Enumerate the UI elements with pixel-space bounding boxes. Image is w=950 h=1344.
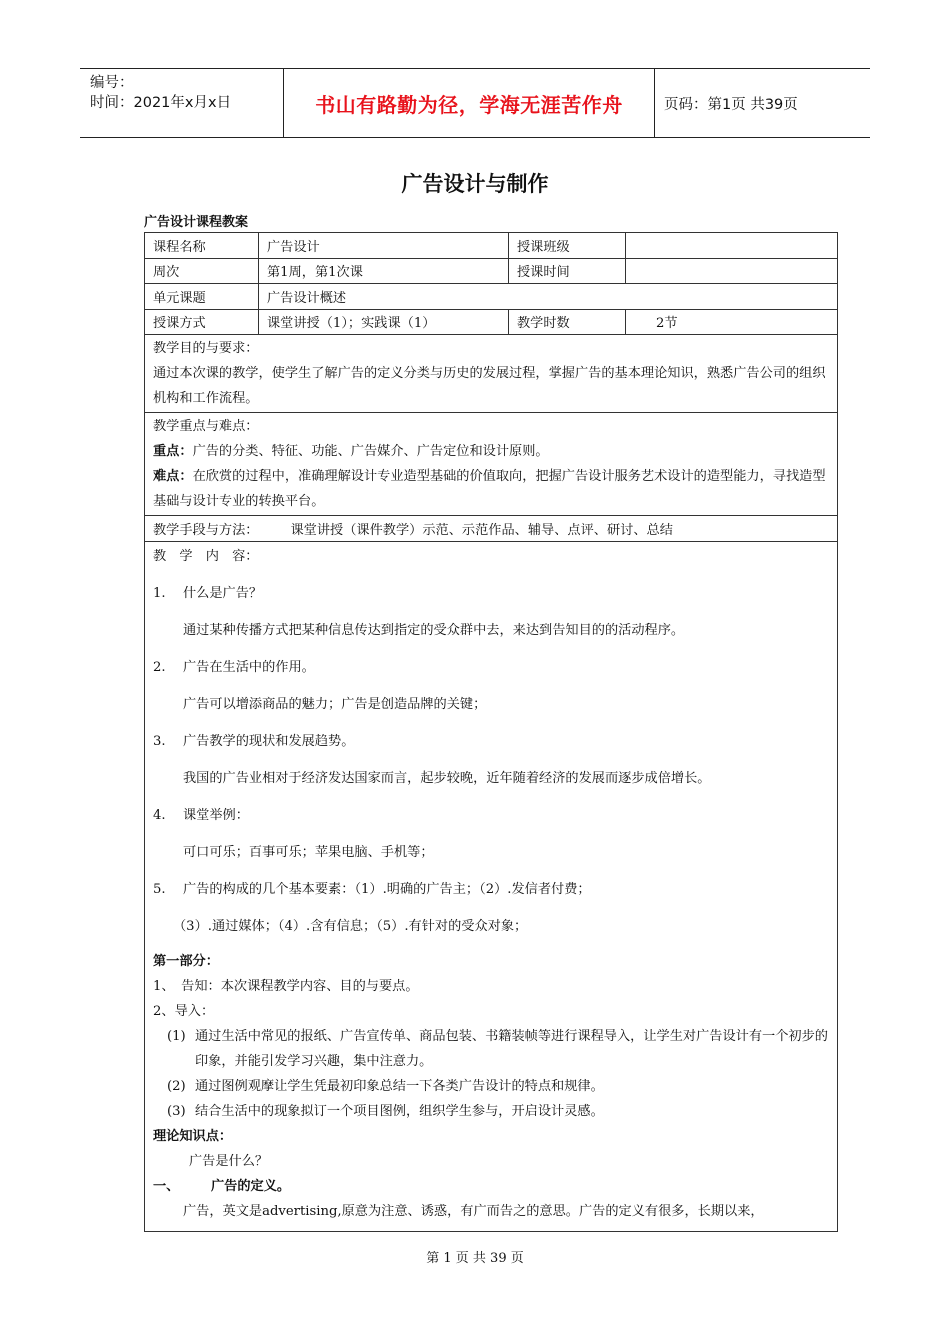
sub-item-number: (3) [167, 1103, 186, 1119]
list-item [153, 1099, 829, 1124]
difficulty-label: 难点： [153, 469, 193, 484]
table-row [145, 516, 838, 542]
list-item [153, 1074, 829, 1099]
list-item [153, 655, 829, 680]
header-number: 编号： [90, 75, 134, 91]
theory-question: 广告是什么？ [189, 1153, 269, 1169]
list-item [153, 803, 829, 828]
section-paragraph: 广告，英文是advertising,原意为注意、诱惑，有广而告之的意思。广告的定义有很多，长期以来， [183, 1203, 764, 1219]
theory-label: 理论知识点： [153, 1128, 233, 1144]
key-points-cell [145, 413, 838, 516]
course-name-label: 课程名称 [145, 233, 259, 259]
list-item [153, 729, 829, 754]
list-item [153, 877, 829, 902]
item-body: 通过某种传播方式把某种信息传达到指定的受众群中去，来达到告知目的的活动程序。 [183, 622, 685, 638]
section-title: 广告的定义。 [211, 1178, 291, 1194]
item-body: （3）.通过媒体；（4）.含有信息；（5）.有针对的受众对象； [173, 918, 528, 934]
teaching-content-cell [145, 541, 838, 1231]
header-page-number: 页码：第1页 共39页 [664, 96, 798, 113]
header-motto: 书山有路勤为径，学海无涯苦作舟 [283, 69, 655, 137]
hours-value: 2节 [626, 309, 838, 335]
item-number: 2. [153, 659, 166, 675]
header-info-cell [80, 69, 282, 137]
goal-label: 教学目的与要求： [153, 341, 259, 356]
item-number: 4. [153, 807, 166, 823]
key-point [153, 439, 829, 464]
document-subtitle: 广告设计课程教案 [144, 215, 249, 230]
item-body: 我国的广告业相对于经济发达国家而言，起步较晚，近年随着经济的发展而逐步成倍增长。 [183, 770, 711, 786]
goal-cell [145, 335, 838, 413]
lesson-plan-table [144, 232, 838, 1232]
item-title: 课堂举例： [183, 807, 249, 823]
step-two: 2、导入： [153, 1003, 215, 1019]
item-title: 广告教学的现状和发展趋势。 [183, 733, 355, 749]
header-time: 时间：2021年x月x日 [90, 95, 232, 111]
week-value: 第1周，第1次课 [259, 258, 509, 284]
sub-item-text: 通过生活中常见的报纸、广告宣传单、商品包装、书籍装帧等进行课程导入，让学生对广告设计有一个初步的印象，并能引发学习兴趣，集中注意力。 [195, 1028, 828, 1069]
document-title: 广告设计与制作 [401, 172, 549, 196]
method-label: 教学手段与方法： [153, 522, 259, 538]
unit-value: 广告设计概述 [259, 284, 838, 310]
page-header [80, 68, 870, 138]
table-row [145, 335, 838, 413]
key-point-text: 广告的分类、特征、功能、广告媒介、广告定位和设计原则。 [192, 444, 549, 459]
sub-item-text: 结合生活中的现象拟订一个项目图例，组织学生参与，开启设计灵感。 [195, 1103, 604, 1119]
time-label: 授课时间 [509, 258, 626, 284]
item-number: 5. [153, 881, 166, 897]
unit-label: 单元课题 [145, 284, 259, 310]
table-row [145, 309, 838, 335]
class-value [626, 233, 838, 259]
goal-text: 通过本次课的教学，使学生了解广告的定义分类与历史的发展过程，掌握广告的基本理论知识，熟悉广告公司的组织机构和工作流程。 [153, 366, 826, 406]
table-row [145, 258, 838, 284]
mode-label: 授课方式 [145, 309, 259, 335]
table-row [145, 233, 838, 259]
difficulty [153, 464, 829, 514]
step-one: 1、 告知：本次课程教学内容、目的与要点。 [153, 978, 419, 994]
hours-label: 教学时数 [509, 309, 626, 335]
table-row [145, 541, 838, 1231]
part-one-label: 第一部分： [153, 953, 219, 969]
item-number: 3. [153, 733, 166, 749]
course-name-value: 广告设计 [259, 233, 509, 259]
item-title: 什么是广告？ [183, 585, 263, 601]
sub-item-number: (2) [167, 1078, 186, 1094]
item-body: 广告可以增添商品的魅力；广告是创造品牌的关键； [183, 696, 487, 712]
method-text: 课堂讲授（课件教学）示范、示范作品、辅导、点评、研讨、总结 [290, 522, 673, 538]
class-label: 授课班级 [509, 233, 626, 259]
week-label: 周次 [145, 258, 259, 284]
item-body: 可口可乐；百事可乐；苹果电脑、手机等； [183, 844, 434, 860]
page-footer: 第 1 页 共 39 页 [426, 1251, 524, 1266]
time-value [626, 258, 838, 284]
list-item [153, 581, 829, 606]
item-title: 广告的构成的几个基本要素：（1）.明确的广告主；（2）.发信者付费； [183, 881, 591, 897]
item-number: 1. [153, 585, 166, 601]
section-number: 一、 [153, 1178, 180, 1194]
table-row [145, 413, 838, 516]
difficulty-text: 在欣赏的过程中，准确理解设计专业造型基础的价值取向，把握广告设计服务艺术设计的造型能力，寻找造型基础与设计专业的转换平台。 [153, 469, 826, 509]
section-heading [153, 1174, 829, 1199]
sub-item-text: 通过图例观摩让学生凭最初印象总结一下各类广告设计的特点和规律。 [195, 1078, 604, 1094]
item-title: 广告在生活中的作用。 [183, 659, 315, 675]
sub-item-number: (1) [167, 1028, 186, 1044]
method-cell [145, 516, 838, 542]
content-heading: 教 学 内 容： [153, 548, 259, 564]
mode-value: 课堂讲授（1）；实践课（1） [259, 309, 509, 335]
key-label: 教学重点与难点： [153, 419, 259, 434]
key-point-label: 重点： [153, 444, 193, 459]
list-item [153, 1024, 829, 1074]
table-row [145, 284, 838, 310]
